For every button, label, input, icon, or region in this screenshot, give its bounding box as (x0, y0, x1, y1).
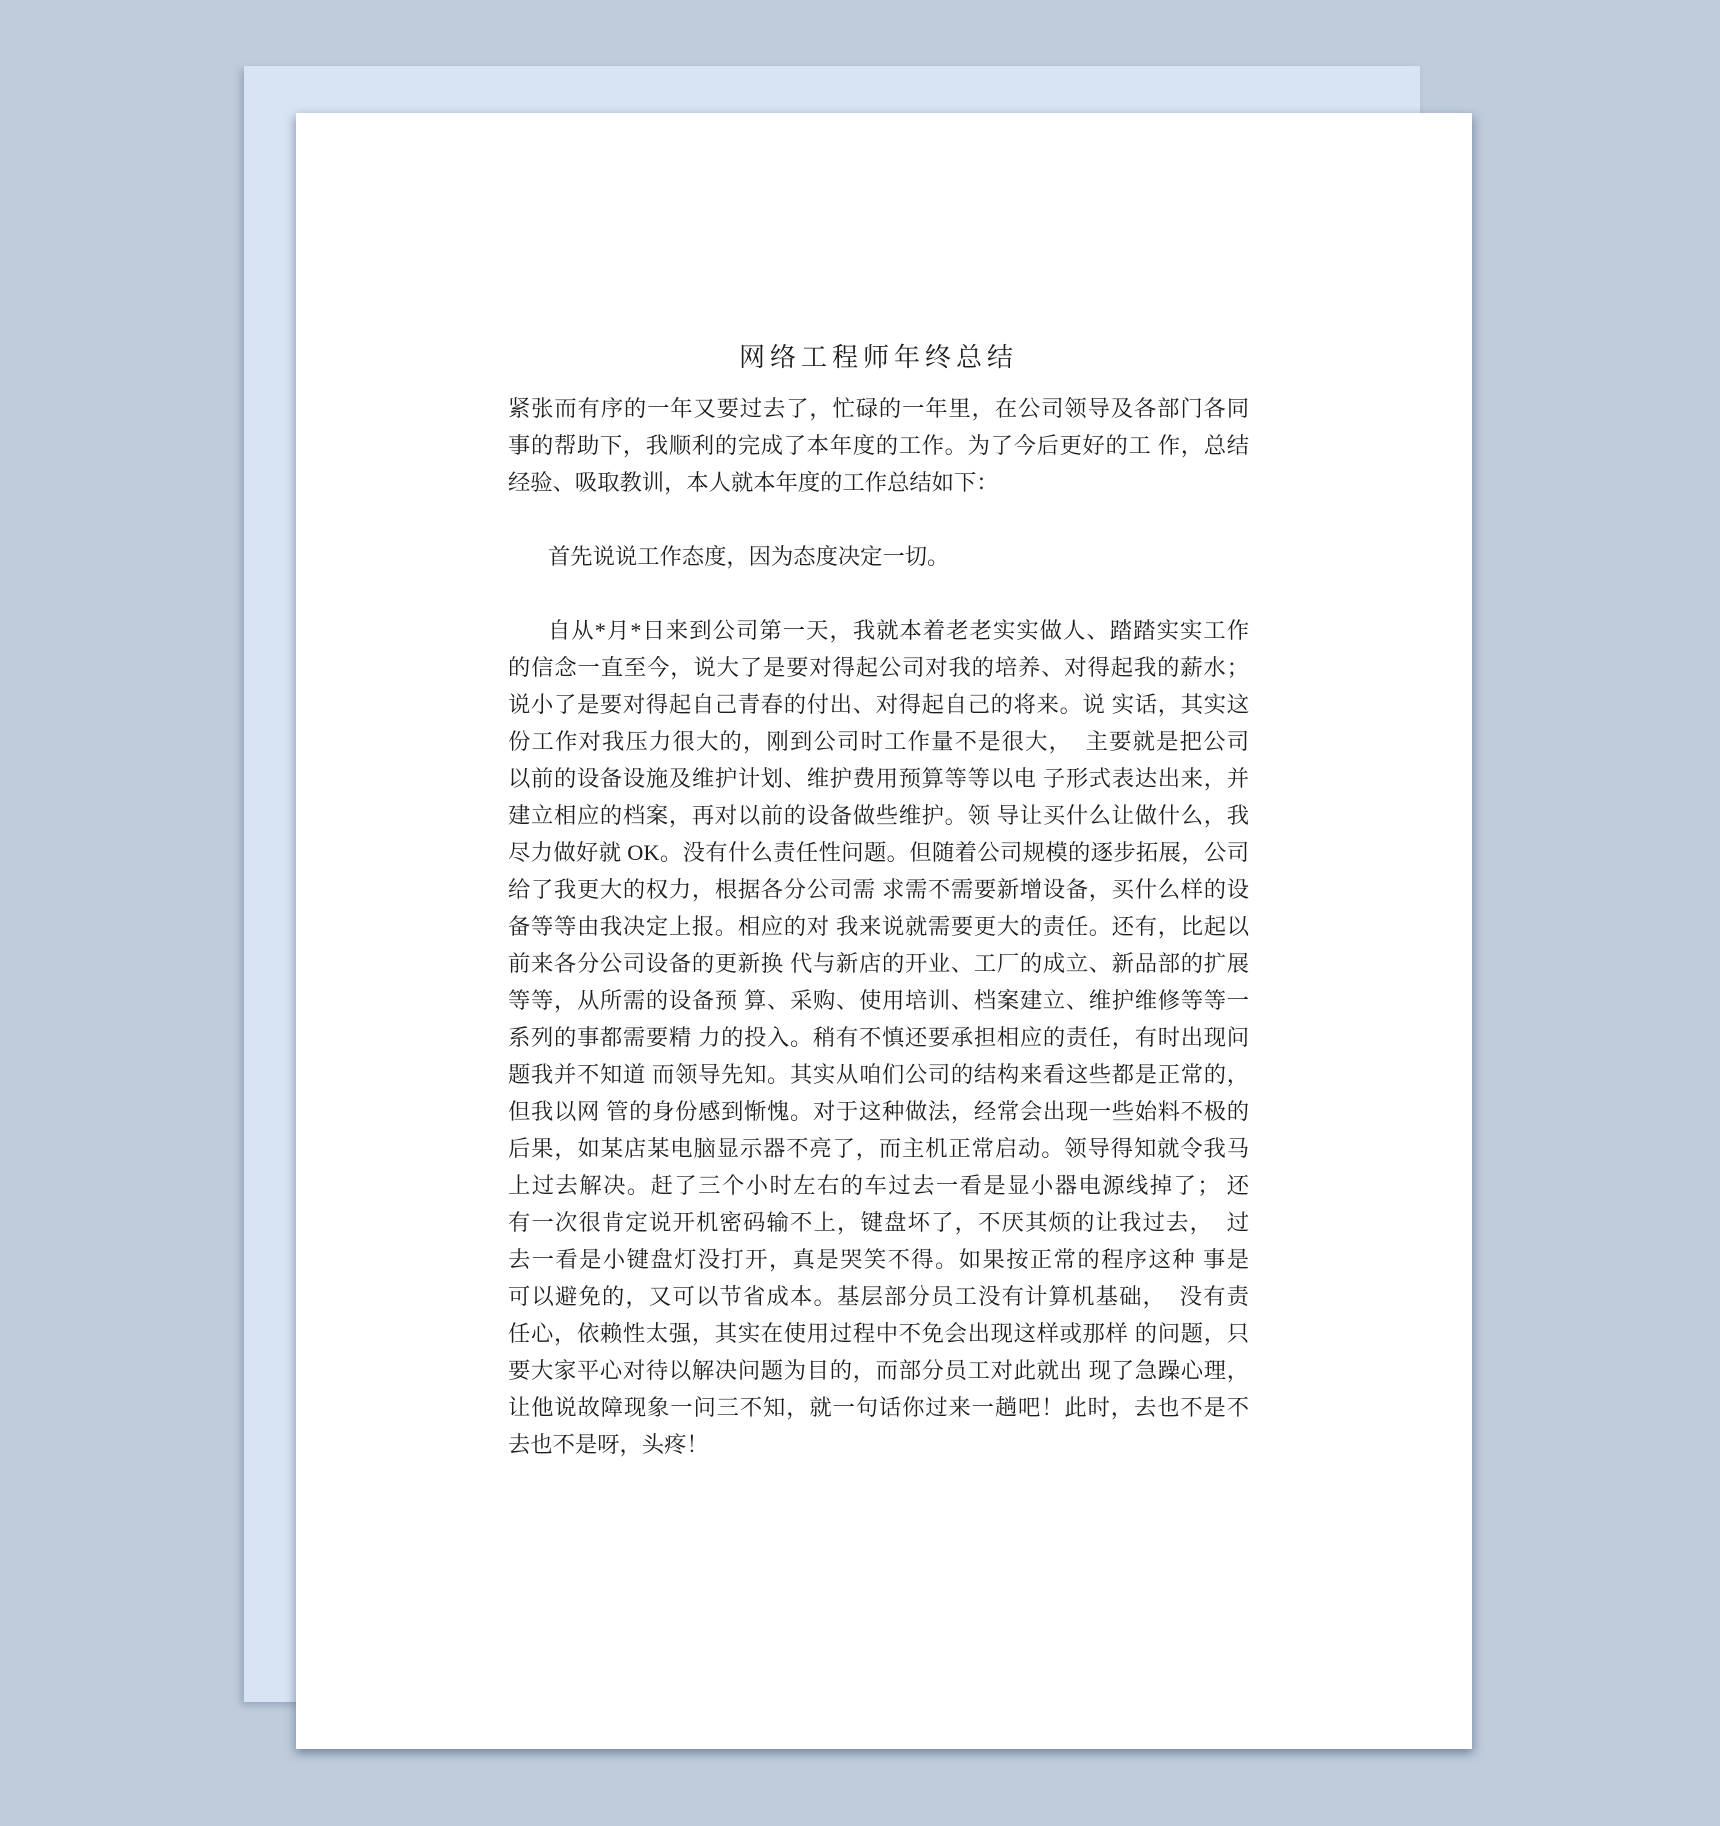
text-line: 上过去解决。赶了三个小时左右的车过去一看是显小器电源线掉了； 还 (508, 1173, 1249, 1198)
text-line: 题我并不知道 而领导先知。其实从咱们公司的结构来看这些都是正常的， (508, 1062, 1249, 1087)
text-line: 去也不是呀，头疼！ (508, 1432, 709, 1457)
text-line: 前来各分公司设备的更新换 代与新店的开业、工厂的成立、新品部的扩展 (508, 951, 1249, 976)
text-line: 等等，从所需的设备预 算、采购、使用培训、档案建立、维护维修等等一 (508, 988, 1249, 1013)
text-line: 的信念一直至今，说大了是要对得起公司对我的培养、对得起我的薪水； (508, 655, 1249, 680)
text-line: 说小了是要对得起自己青春的付出、对得起自己的将来。说 实话，其实这 (508, 692, 1249, 717)
text-line: 可以避免的，又可以节省成本。基层部分员工没有计算机基础， 没有责 (508, 1284, 1249, 1309)
paragraph (508, 612, 1249, 1463)
paragraph (508, 538, 1249, 575)
text-line: 事的帮助下，我顺利的完成了本年度的工作。为了今后更好的工 作，总结 (508, 433, 1249, 458)
text-line: 系列的事都需要精 力的投入。稍有不慎还要承担相应的责任，有时出现问 (508, 1025, 1249, 1050)
text-line: 以前的设备设施及维护计划、维护费用预算等等以电 子形式表达出来，并 (508, 766, 1249, 791)
text-line: 有一次很肯定说开机密码输不上，键盘坏了，不厌其烦的让我过去， 过 (508, 1210, 1249, 1235)
text-line: 自从*月*日来到公司第一天，我就本着老老实实做人、踏踏实实工作 (548, 618, 1249, 643)
document-title: 网络工程师年终总结 (738, 343, 1018, 372)
text-line: 首先说说工作态度，因为态度决定一切。 (548, 544, 950, 569)
text-line: 要大家平心对待以解决问题为目的，而部分员工对此就出 现了急躁心理， (508, 1358, 1249, 1383)
text-line: 但我以网 管的身份感到惭愧。对于这种做法，经常会出现一些始料不极的 (508, 1099, 1249, 1124)
text-line: 后果，如某店某电脑显示器不亮了，而主机正常启动。领导得知就令我马 (508, 1136, 1249, 1161)
document-body (508, 390, 1249, 1463)
text-line: 份工作对我压力很大的，刚到公司时工作量不是很大， 主要就是把公司 (508, 729, 1249, 754)
text-line: 尽力做好就 OK。没有什么责任性问题。但随着公司规模的逐步拓展，公司 (508, 840, 1249, 865)
text-line: 去一看是小键盘灯没打开，真是哭笑不得。如果按正常的程序这种 事是 (508, 1247, 1249, 1272)
paragraph (508, 390, 1249, 501)
text-line: 让他说故障现象一问三不知，就一句话你过来一趟吧！此时，去也不是不 (508, 1395, 1249, 1420)
text-line: 建立相应的档案，再对以前的设备做些维护。领 导让买什么让做什么，我 (508, 803, 1249, 828)
text-line: 给了我更大的权力，根据各分公司需 求需不需要新增设备，买什么样的设 (508, 877, 1249, 902)
text-line: 紧张而有序的一年又要过去了，忙碌的一年里，在公司领导及各部门各同 (508, 396, 1249, 421)
text-line: 任心，依赖性太强，其实在使用过程中不免会出现这样或那样 的问题，只 (508, 1321, 1249, 1346)
text-line: 备等等由我决定上报。相应的对 我来说就需要更大的责任。还有，比起以 (508, 914, 1249, 939)
text-line: 经验、吸取教训，本人就本年度的工作总结如下： (508, 470, 999, 495)
document-page (296, 113, 1472, 1749)
